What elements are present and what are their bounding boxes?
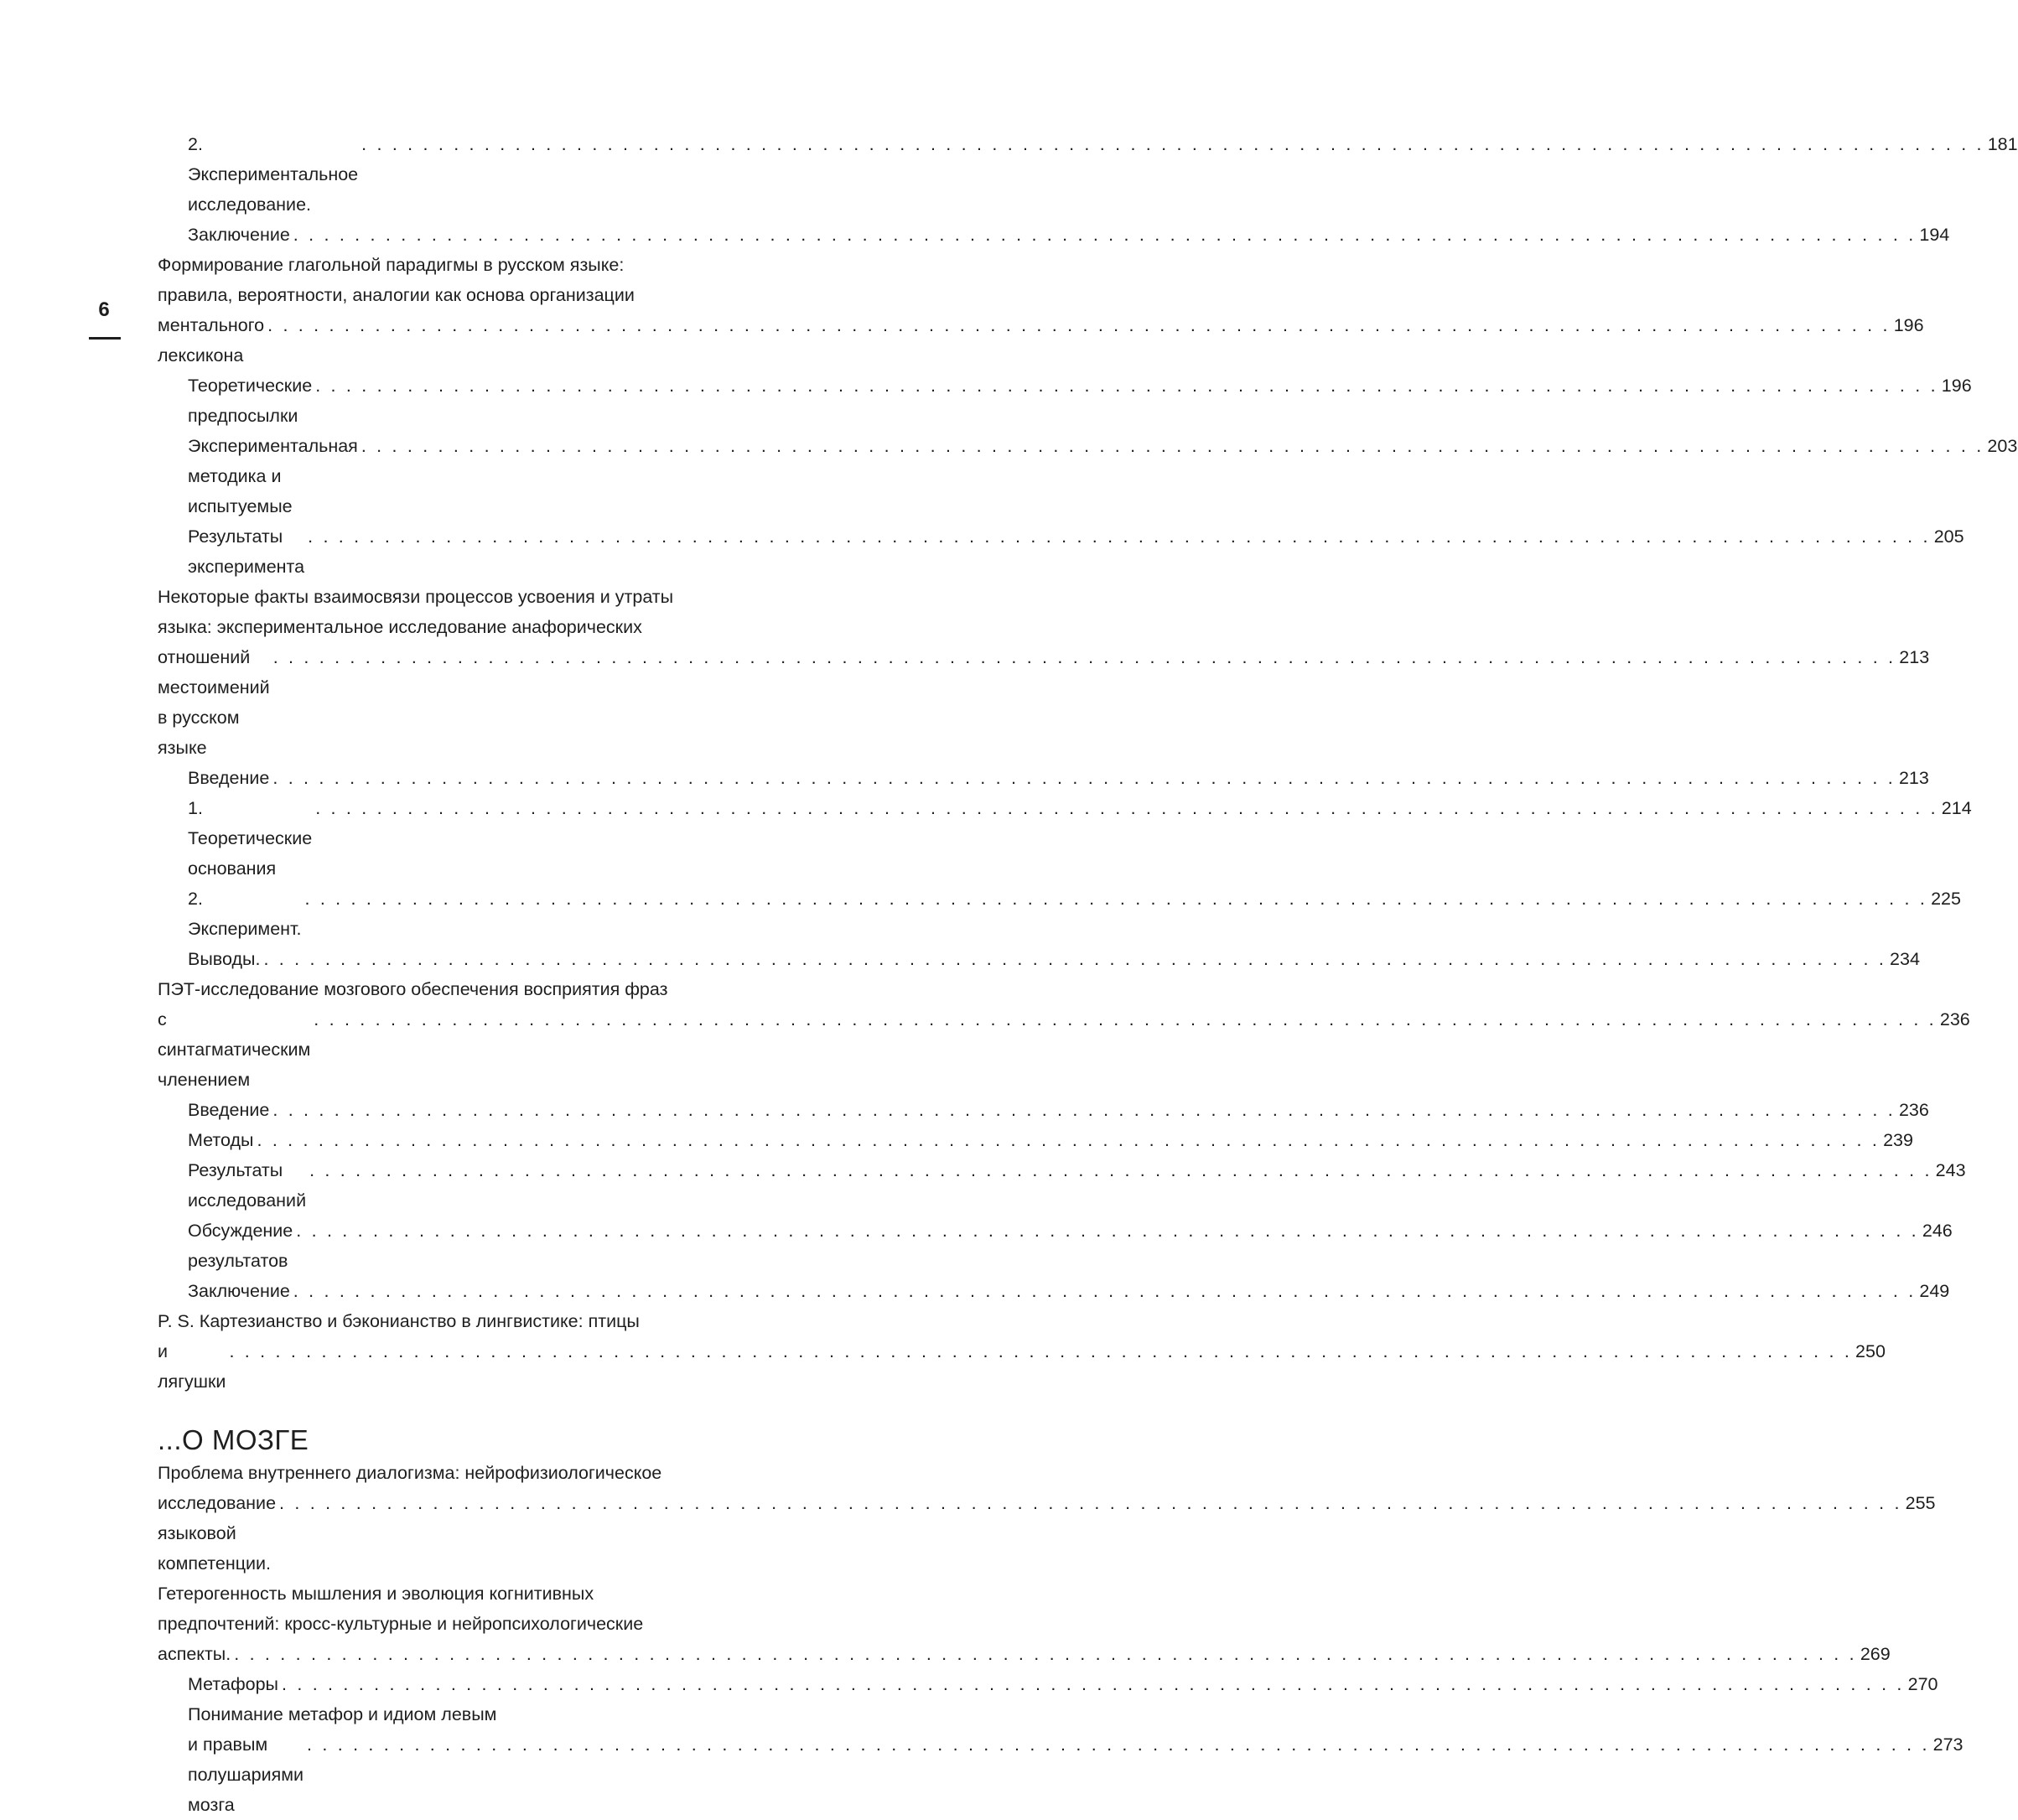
dot-leader: . . . . . . . . . . . . . . . . . . . . . . . . . . . . . . . . . . . . . . . . . . . . . . . . . . . . . . . . . . . . . . . . . . . . . . . . . . . . . . . . . . . . . . . . . . . . . . . . . . . . . . . . . . [279,1493,1902,1513]
dot-leader: . . . . . . . . . . . . . . . . . . . . . . . . . . . . . . . . . . . . . . . . . . . . . . . . . . . . . . . . . . . . . . . . . . . . . . . . . . . . . . . . . . . . . . . . . . . . . . . . . . . . . . . . . . [234,1644,1857,1664]
toc-entry [158,371,1972,431]
toc-entry-last-line [188,1729,1964,1820]
dot-leader: . . . . . . . . . . . . . . . . . . . . . . . . . . . . . . . . . . . . . . . . . . . . . . . . . . . . . . . . . . . . . . . . . . . . . . . . . . . . . . . . . . . . . . . . . . . . . . . . . . . . . . . . . . [272,1100,1896,1120]
toc-entry-page-number: 270 [1907,1674,1938,1694]
toc-entry [158,1669,1938,1699]
toc-entry [158,582,1930,763]
toc-entry-page-number: 196 [1941,376,1972,396]
page-number: 6 [98,298,110,321]
toc-entry-last-line [158,1639,1891,1669]
toc-entry-page-number: 196 [1893,315,1924,335]
toc-entry [158,1155,1966,1216]
toc-entry-page-number: 236 [1939,1009,1970,1029]
dot-leader: . . . . . . . . . . . . . . . . . . . . . . . . . . . . . . . . . . . . . . . . . . . . . . . . . . . . . . . . . . . . . . . . . . . . . . . . . . . . . . . . . . . . . . . . . . . . . . . . . . . . . . . . . . [304,889,1928,909]
toc-entry-title-line: 1. Теоретические основания [188,798,313,879]
toc-entry-page-number: 269 [1860,1644,1891,1664]
toc-entry-last-line [188,371,1972,431]
dot-leader: . . . . . . . . . . . . . . . . . . . . . . . . . . . . . . . . . . . . . . . . . . . . . . . . . . . . . . . . . . . . . . . . . . . . . . . . . . . . . . . . . . . . . . . . . . . . . . . . . . . . . . . . . . [307,1734,1930,1755]
dot-leader: . . . . . . . . . . . . . . . . . . . . . . . . . . . . . . . . . . . . . . . . . . . . . . . . . . . . . . . . . . . . . . . . . . . . . . . . . . . . . . . . . . . . . . . . . . . . . . . . . . . . . . . . . . [293,1281,1917,1301]
toc-entry-last-line [188,793,1972,884]
toc-entry-last-line [188,763,1929,793]
toc-entry-page-number: 243 [1935,1160,1966,1180]
toc-entry-title-line: Обсуждение результатов [188,1221,293,1271]
toc-entry-last-line [158,1004,1970,1095]
toc-entry-title-line: ментального лексикона [158,315,265,366]
toc-entry-page-number: 273 [1932,1734,1964,1755]
toc-entry-title-line: P. S. Картезианство и бэконианство в лингвистике: птицы [158,1311,640,1331]
toc-entry-last-line [188,944,1920,974]
toc-entry-last-line [158,310,1924,371]
toc-entry-title-line: Понимание метафор и идиом левым [188,1704,497,1724]
toc-entry-title-line: и правым полушариями мозга [188,1734,304,1815]
dot-leader: . . . . . . . . . . . . . . . . . . . . . . . . . . . . . . . . . . . . . . . . . . . . . . . . . . . . . . . . . . . . . . . . . . . . . . . . . . . . . . . . . . . . . . . . . . . . . . . . . . . . . . . . . . [296,1221,1919,1241]
dot-leader: . . . . . . . . . . . . . . . . . . . . . . . . . . . . . . . . . . . . . . . . . . . . . . . . . . . . . . . . . . . . . . . . . . . . . . . . . . . . . . . . . . . . . . . . . . . . . . . . . . . . . . . . . . [308,526,1931,547]
toc-entry-last-line [188,220,1950,250]
toc-entry-title-line: 2. Экспериментальное исследование. [188,134,359,215]
toc-entry [158,1276,1950,1306]
toc-entry-title-line: Проблема внутреннего диалогизма: нейрофизиологическое [158,1463,662,1483]
dot-leader: . . . . . . . . . . . . . . . . . . . . . . . . . . . . . . . . . . . . . . . . . . . . . . . . . . . . . . . . . . . . . . . . . . . . . . . . . . . . . . . . . . . . . . . . . . . . . . . . . . . . . . . . . . [229,1341,1853,1361]
toc-entry [158,974,1970,1095]
toc-entry-last-line [158,1488,1936,1579]
toc-entry-title-line: Теоретические предпосылки [188,376,313,426]
dot-leader: . . . . . . . . . . . . . . . . . . . . . . . . . . . . . . . . . . . . . . . . . . . . . . . . . . . . . . . . . . . . . . . . . . . . . . . . . . . . . . . . . . . . . . . . . . . . . . . . . . . . . . . . . . [314,1009,1937,1029]
toc-entry [158,1579,1891,1669]
toc-entry [158,1095,1929,1125]
toc-entry [158,793,1972,884]
toc-entry-last-line [158,1336,1886,1397]
toc-entry-page-number: 234 [1890,949,1920,969]
toc-entry-page-number: 213 [1898,768,1929,788]
dot-leader: . . . . . . . . . . . . . . . . . . . . . . . . . . . . . . . . . . . . . . . . . . . . . . . . . . . . . . . . . . . . . . . . . . . . . . . . . . . . . . . . . . . . . . . . . . . . . . . . . . . . . . . . . . [263,949,1887,969]
toc-entry-last-line [188,521,1964,582]
toc-entry-page-number: 246 [1922,1221,1953,1241]
toc-entry-title-line: Методы [188,1130,254,1150]
toc-entry [158,521,1964,582]
toc-entry-last-line [188,884,1961,944]
toc-entry-title-line: Гетерогенность мышления и эволюция когнитивных [158,1584,594,1604]
page-number-rule [89,337,121,340]
toc-entry [158,1699,1964,1820]
toc-entry-title-line: Введение [188,768,270,788]
dot-leader: . . . . . . . . . . . . . . . . . . . . . . . . . . . . . . . . . . . . . . . . . . . . . . . . . . . . . . . . . . . . . . . . . . . . . . . . . . . . . . . . . . . . . . . . . . . . . . . . . . . . . . . . . . [361,436,1984,456]
toc-entry-title-line: исследование языковой компетенции. [158,1493,277,1574]
toc-entry-title-line: Выводы. [188,949,261,969]
toc-entry-last-line [158,642,1930,763]
toc-entry-title-line: аспекты. [158,1644,231,1664]
toc-entry-page-number: 249 [1919,1281,1950,1301]
toc-entry-title-line: с синтагматическим членением [158,1009,311,1090]
toc-entry-page-number: 225 [1931,889,1961,909]
dot-leader: . . . . . . . . . . . . . . . . . . . . . . . . . . . . . . . . . . . . . . . . . . . . . . . . . . . . . . . . . . . . . . . . . . . . . . . . . . . . . . . . . . . . . . . . . . . . . . . . . . . . . . . . . . [282,1674,1905,1694]
toc-entry-title-line: языка: экспериментальное исследование анафорических [158,617,642,637]
toc-entry-page-number: 205 [1933,526,1964,547]
toc-entry [158,220,1950,250]
toc-entry-page-number: 255 [1905,1493,1936,1513]
table-of-contents [158,129,2018,1820]
toc-entry-page-number: 239 [1883,1130,1913,1150]
toc-entry-title-line: предпочтений: кросс-культурные и нейропсихологические [158,1614,644,1634]
toc-entry-title-line: Введение [188,1100,270,1120]
toc-entry-last-line [188,1216,1953,1276]
toc-entry-title-line: ПЭТ-исследование мозгового обеспечения восприятия фраз [158,979,668,999]
toc-entry [158,884,1961,944]
toc-entry-last-line [188,1669,1938,1699]
toc-entry-title-line: Метафоры [188,1674,279,1694]
dot-leader: . . . . . . . . . . . . . . . . . . . . . . . . . . . . . . . . . . . . . . . . . . . . . . . . . . . . . . . . . . . . . . . . . . . . . . . . . . . . . . . . . . . . . . . . . . . . . . . . . . . . . . . . . . [267,315,1891,335]
toc-part-1 [158,129,2018,1397]
dot-leader: . . . . . . . . . . . . . . . . . . . . . . . . . . . . . . . . . . . . . . . . . . . . . . . . . . . . . . . . . . . . . . . . . . . . . . . . . . . . . . . . . . . . . . . . . . . . . . . . . . . . . . . . . . [272,647,1896,667]
toc-entry-title-line: Формирование глагольной парадигмы в русском языке: [158,255,625,275]
dot-leader: . . . . . . . . . . . . . . . . . . . . . . . . . . . . . . . . . . . . . . . . . . . . . . . . . . . . . . . . . . . . . . . . . . . . . . . . . . . . . . . . . . . . . . . . . . . . . . . . . . . . . . . . . . [257,1130,1881,1150]
dot-leader: . . . . . . . . . . . . . . . . . . . . . . . . . . . . . . . . . . . . . . . . . . . . . . . . . . . . . . . . . . . . . . . . . . . . . . . . . . . . . . . . . . . . . . . . . . . . . . . . . . . . . . . . . . [309,1160,1932,1180]
toc-entry [158,944,1920,974]
toc-entry-title-line: Результаты исследований [188,1160,307,1211]
toc-entry-title-line: правила, вероятности, аналогии как основа организации [158,285,635,305]
toc-entry [158,129,2018,220]
toc-entry-title-line: и лягушки [158,1341,226,1392]
toc-entry [158,1306,1886,1397]
toc-entry-page-number: 181 [1987,134,2018,154]
dot-leader: . . . . . . . . . . . . . . . . . . . . . . . . . . . . . . . . . . . . . . . . . . . . . . . . . . . . . . . . . . . . . . . . . . . . . . . . . . . . . . . . . . . . . . . . . . . . . . . . . . . . . . . . . . [272,768,1896,788]
toc-entry-last-line [188,431,2018,521]
toc-entry [158,250,1924,371]
toc-entry-page-number: 250 [1855,1341,1886,1361]
toc-entry [158,1125,1913,1155]
toc-entry-title-line: Экспериментальная методика и испытуемые [188,436,358,516]
toc-entry-title-line: Некоторые факты взаимосвязи процессов усвоения и утраты [158,587,674,607]
toc-entry-title-line: Заключение [188,225,290,245]
toc-entry-page-number: 203 [1987,436,2018,456]
toc-entry-title-line: Результаты эксперимента [188,526,305,577]
dot-leader: . . . . . . . . . . . . . . . . . . . . . . . . . . . . . . . . . . . . . . . . . . . . . . . . . . . . . . . . . . . . . . . . . . . . . . . . . . . . . . . . . . . . . . . . . . . . . . . . . . . . . . . . . . [361,134,1984,154]
dot-leader: . . . . . . . . . . . . . . . . . . . . . . . . . . . . . . . . . . . . . . . . . . . . . . . . . . . . . . . . . . . . . . . . . . . . . . . . . . . . . . . . . . . . . . . . . . . . . . . . . . . . . . . . . . [315,798,1938,818]
toc-entry-page-number: 213 [1899,647,1930,667]
toc-entry-last-line [188,1276,1950,1306]
toc-entry-page-number: 236 [1898,1100,1929,1120]
dot-leader: . . . . . . . . . . . . . . . . . . . . . . . . . . . . . . . . . . . . . . . . . . . . . . . . . . . . . . . . . . . . . . . . . . . . . . . . . . . . . . . . . . . . . . . . . . . . . . . . . . . . . . . . . . [315,376,1938,396]
toc-entry [158,1458,1936,1579]
section-heading: ...О МОЗГЕ [158,1424,309,1455]
toc-entry-last-line [188,1095,1929,1125]
toc-entry [158,431,2018,521]
toc-part-2 [158,1458,1964,1820]
toc-entry-last-line [188,1125,1913,1155]
toc-entry [158,763,1929,793]
toc-entry-last-line [188,129,2018,220]
toc-entry-title-line: 2. Эксперимент. [188,889,302,939]
toc-entry-last-line [188,1155,1966,1216]
toc-entry-title-line: отношений местоимений в русском языке [158,647,270,758]
toc-entry-page-number: 214 [1941,798,1972,818]
dot-leader: . . . . . . . . . . . . . . . . . . . . . . . . . . . . . . . . . . . . . . . . . . . . . . . . . . . . . . . . . . . . . . . . . . . . . . . . . . . . . . . . . . . . . . . . . . . . . . . . . . . . . . . . . . [293,225,1917,245]
toc-entry-page-number: 194 [1919,225,1950,245]
toc-entry-title-line: Заключение [188,1281,290,1301]
toc-entry [158,1216,1953,1276]
